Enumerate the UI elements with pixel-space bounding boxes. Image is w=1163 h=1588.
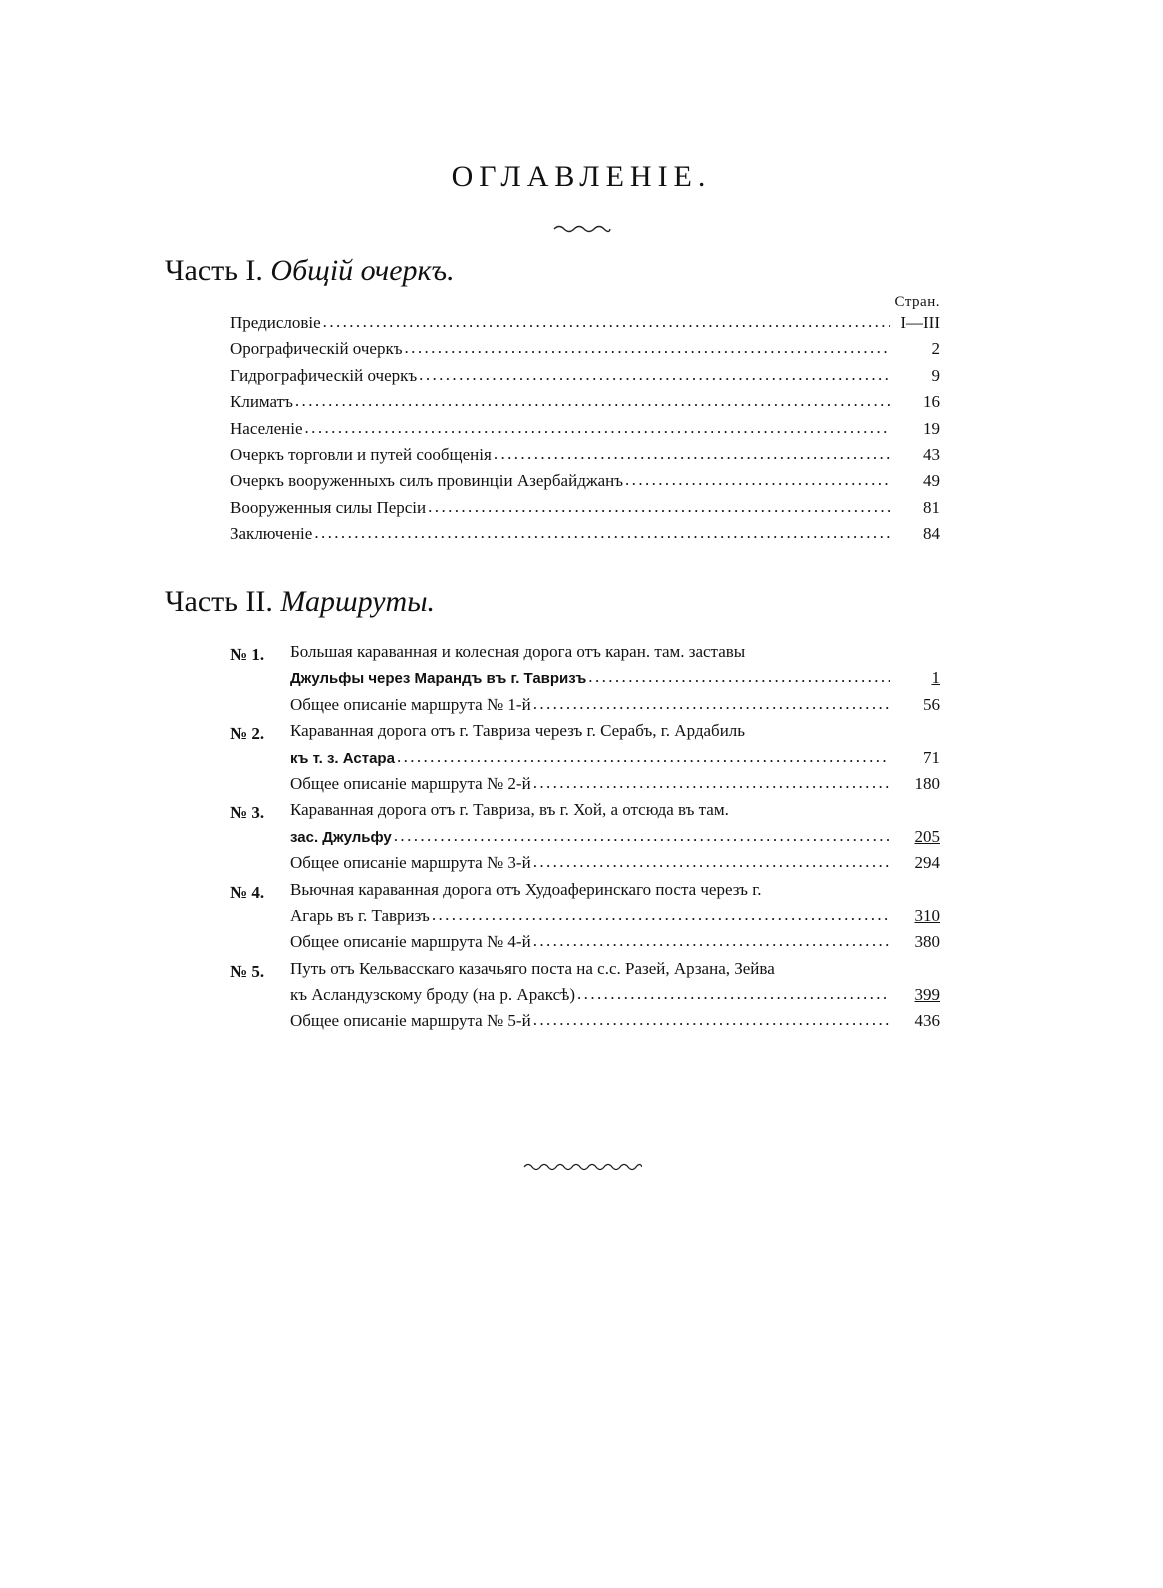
part1-heading <box>165 254 455 288</box>
route-general-label: Общее описаніе маршрута № 2-й <box>290 773 531 793</box>
toc-entry-page: 43 <box>923 444 940 464</box>
route-page: 71 <box>923 747 940 767</box>
toc-entry <box>230 471 940 497</box>
toc-entry <box>230 498 940 524</box>
route-entry <box>230 880 940 959</box>
leader-dots <box>323 312 890 332</box>
route-general-label: Общее описаніе маршрута № 3-й <box>290 853 531 873</box>
part2-label: Часть II. <box>165 585 273 618</box>
toc-entry <box>230 339 940 365</box>
route-general-page: 380 <box>914 932 940 952</box>
route-general-page: 294 <box>914 853 940 873</box>
toc-entry <box>230 366 940 392</box>
leader-dots <box>625 470 890 490</box>
toc-entry-page: 49 <box>923 471 940 491</box>
leader-dots <box>397 747 890 767</box>
part1-entries <box>230 313 940 551</box>
route-entry <box>230 800 940 879</box>
toc-entry-label: Очеркъ вооруженныхъ силъ провинціи Азербайджанъ <box>230 471 624 491</box>
part2-routes <box>230 642 940 1038</box>
toc-entry-label: Орографическій очеркъ <box>230 339 403 359</box>
route-entry <box>230 959 940 1038</box>
toc-entry-label: Гидрографическій очеркъ <box>230 365 418 385</box>
toc-entry-page: I—III <box>900 313 940 332</box>
route-description-cont: къ т. з. Астара <box>290 749 395 767</box>
leader-dots <box>533 694 890 714</box>
route-page: 205 <box>914 826 940 846</box>
leader-dots <box>533 773 890 793</box>
toc-entry-label: Заключеніе <box>230 524 313 544</box>
route-number: № 1. <box>230 645 265 664</box>
route-description-cont: зас. Джульфу <box>290 828 392 846</box>
route-page: 399 <box>914 985 940 1005</box>
part1-label: Часть I. <box>165 254 263 287</box>
route-general-label: Общее описаніе маршрута № 4-й <box>290 932 531 952</box>
end-flourish <box>0 1160 1163 1178</box>
leader-dots <box>533 931 890 951</box>
route-number: № 2. <box>230 724 265 744</box>
route-general-page: 180 <box>914 773 940 793</box>
toc-entry-page: 19 <box>923 418 940 438</box>
route-entry <box>230 721 940 800</box>
part2-heading <box>165 585 435 619</box>
leader-dots <box>295 391 890 411</box>
route-entry <box>230 642 940 721</box>
route-page: 310 <box>914 905 940 925</box>
route-general-page: 436 <box>914 1011 940 1031</box>
leader-dots <box>494 444 890 464</box>
leader-dots <box>533 852 890 872</box>
route-description-cont: къ Асландузскому броду (на р. Араксѣ) <box>290 985 576 1005</box>
route-page: 1 <box>931 668 940 688</box>
leader-dots <box>305 418 890 438</box>
leader-dots <box>577 984 890 1004</box>
leader-dots <box>432 905 890 925</box>
toc-entry <box>230 419 940 445</box>
toc-entry <box>230 313 940 339</box>
route-description: Караванная дорога отъ г. Тавриза черезъ г. Серабъ, г. Ардабиль <box>290 721 746 741</box>
toc-entry-label: Очеркъ торговли и путей сообщенія <box>230 444 492 464</box>
route-description-cont: Агарь въ г. Тавризъ <box>290 905 430 925</box>
toc-entry <box>230 524 940 550</box>
route-description-cont: Джульфы через Марандъ въ г. Тавризъ <box>290 670 587 688</box>
route-general-page: 56 <box>923 694 940 714</box>
page-column-heading: Стран. <box>894 294 940 310</box>
route-description: Вьючная караванная дорога отъ Худоаферинскаго поста черезъ г. <box>290 879 762 899</box>
toc-entry-label: Предисловіе <box>230 313 321 332</box>
toc-entry-label: Населеніе <box>230 418 303 438</box>
leader-dots <box>533 1010 890 1030</box>
route-description: Путь отъ Кельвасскаго казачьяго поста на с.с. Разей, Арзана, Зейва <box>290 958 775 978</box>
route-number: № 4. <box>230 882 265 902</box>
leader-dots <box>314 523 890 543</box>
leader-dots <box>419 365 890 385</box>
toc-entry-page: 81 <box>923 497 940 517</box>
toc-entry-label: Вооруженныя силы Персіи <box>230 497 427 517</box>
route-general-label: Общее описаніе маршрута № 5-й <box>290 1011 531 1031</box>
title-flourish <box>0 222 1163 240</box>
route-number: № 5. <box>230 961 265 981</box>
part2-name: Маршруты. <box>280 585 436 618</box>
leader-dots <box>394 826 890 846</box>
toc-entry-page: 9 <box>931 365 940 385</box>
route-description: Большая караванная и колесная дорога отъ каран. там. заставы <box>290 642 746 661</box>
page-title: ОГЛАВЛЕНІЕ. <box>451 160 712 193</box>
toc-entry <box>230 392 940 418</box>
toc-entry-label: Климатъ <box>230 392 293 412</box>
route-general-label: Общее описаніе маршрута № 1-й <box>290 694 531 714</box>
route-number: № 3. <box>230 803 265 823</box>
toc-entry-page: 2 <box>931 339 940 359</box>
leader-dots <box>428 497 890 517</box>
toc-entry <box>230 445 940 471</box>
toc-entry-page: 16 <box>923 392 940 412</box>
part1-name: Общій очеркъ. <box>270 254 455 287</box>
route-description: Караванная дорога отъ г. Тавриза, въ г. Хой, а отсюда въ там. <box>290 800 729 820</box>
toc-entry-page: 84 <box>923 524 940 544</box>
leader-dots <box>405 338 890 358</box>
leader-dots <box>588 667 890 687</box>
